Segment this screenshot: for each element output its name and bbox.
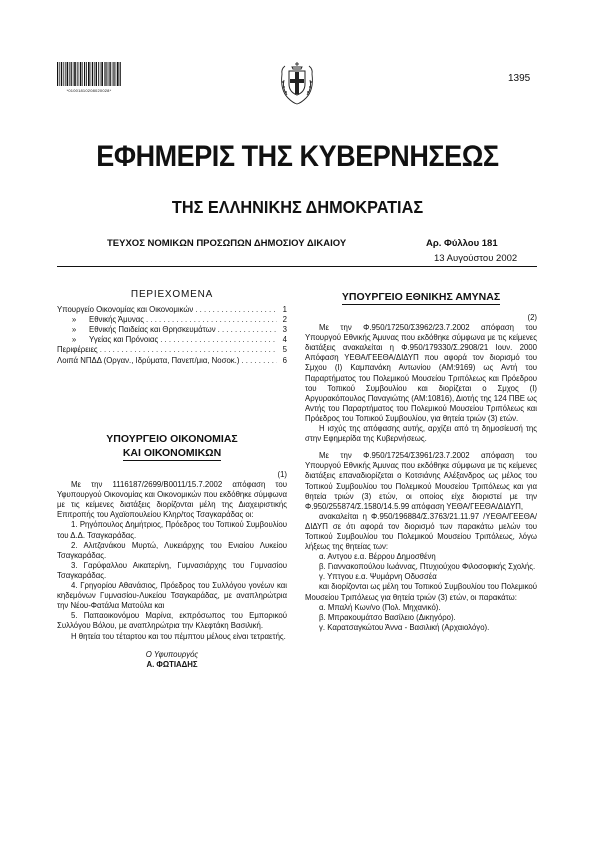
list-item: β. Γιαννακοπούλου Ιωάννας, Πτυχιούχου Φιλοσοφικής Σχολής.	[319, 562, 536, 572]
signoff-name: Α. ΦΩΤΙΑΔΗΣ	[146, 659, 198, 669]
decision-paragraph: Η ισχύς της απόφασης αυτής, αρχίζει από τη δημοσίευσή της στην Εφημερίδα της Κυβερνήσεως.	[305, 424, 537, 444]
section-title: ΥΠΟΥΡΓΕΙΟ ΕΘΝΙΚΗΣ ΑΜΥΝΑΣ	[341, 291, 501, 303]
toc-item[interactable]: » Υγείας και Πρόνοιας . . . 4	[57, 335, 287, 345]
toc-item[interactable]	[57, 356, 287, 366]
toc-item-page: 5	[282, 345, 287, 355]
list-item: γ. Καρατσαγκώτου Άννα - Βασιλική (Αρχαιολόγο).	[319, 622, 490, 632]
toc-item-page: 6	[282, 355, 287, 365]
decision-number: (1)	[277, 470, 287, 479]
toc-title: ΠΕΡΙΕΧΟΜΕΝΑ	[130, 289, 214, 300]
greek-coat-of-arms-icon	[278, 60, 316, 106]
decision-paragraph: Με την Φ.950/17254/Σ3961/23.7.2002 απόφαση του Υπουργού Εθνικής Άμυνας που εκδόθηκε σύμφωνα με τις κείμενες διατάξεις επαναδιορίζεται ο Κοτσιάνης Αλέξανδρος ως μέλος του Τοπικού Συμβουλίου του Πολεμικού Μουσείου Τριπόλεως και για θητεία τριών (3) ετών, οι οποίος είχε διοριστεί με την Φ.950/255874/Σ.1580/14.5.99 απόφαση ΥΕΘΑ/ΓΕΕΘΑ/ΔΙΔΥΠ,	[305, 451, 537, 511]
masthead: ΕΦΗΜΕΡΙΣ ΤΗΣ ΚΥΒΕΡΝΗΣΕΩΣ	[96, 140, 499, 173]
toc-item-page: 4	[282, 335, 287, 345]
toc-item[interactable]: » Εθνικής Άμυνας . . . 2	[57, 315, 287, 325]
toc-item-page: 2	[282, 315, 287, 325]
decision-paragraph: Με την Φ.950/17250/Σ3962/23.7.2002 απόφαση του Υπουργού Εθνικής Άμυνας που εκδόθηκε σύμφωνα με τις κείμενες διατάξεις ανακαλείται η Φ.950/179330/Σ.2908/21 Ιουν. 2000 Απόφαση ΥΕΘΑ/ΓΕΕΘΑ/ΔΙΔΥΠ που αφορά τον διορισμό του Σμχου (Ι) Καμπανάκη Αντωνίου (ΑΜ:9169) ως Αντή του Παραρτήματος του Πολεμικού Μουσείου Τριπόλεως και Πρόεδρου του Τοπικού Συμβουλίου και διορίζεται ο Σμχος (Ι) Αργυρακόπουλος Παναγιώτης (ΑΜ:10816), Διοτής της 124 ΠΒΕ ως Αντής του Παραρτήματος του Πολεμικού Μουσείου Τριπόλεως και Πρόεδρος του Τοπικού Συμβουλίου, για θητεία τριών (3) ετών.	[305, 323, 537, 423]
decision-intro: Με την 1116187/2699/Β0011/15.7.2002 απόφαση του Υφυπουργού Οικονομίας και Οικονομικών που εκδόθηκε σύμφωνα με τις κείμενες διατάξεις διορίζονται μέλη της Διαχειριστικής Επιτροπής του Αχαϊοπουλείου Κληρ/τος Τσαγκαράδας οι:	[57, 480, 287, 520]
member-item: 5. Παπαοικονόμου Μαρίνα, εκπρόσωπος του Εμπορικού Συλλόγου Βόλου, με αναπληρώτρια την Κλεφτάκη Βασιλική.	[57, 611, 287, 631]
toc-item-page: 1	[282, 305, 287, 315]
toc-item-label: Λοιπά ΝΠΔΔ (Οργαν., Ιδρύματα, Πανεπ/μια, Νοσοκ.)	[57, 355, 240, 365]
toc-item[interactable]: » Εθνικής Παιδείας και Θρησκευμάτων . . . 3	[57, 325, 287, 335]
toc-item[interactable]	[57, 345, 287, 355]
toc-item-page: 3	[282, 325, 287, 335]
toc-item[interactable]	[57, 305, 287, 315]
barcode-digits: *01001810208020028*	[66, 88, 112, 93]
list-item: α. Μπαλή Κων/νο (Πολ. Μηχανικό).	[319, 602, 441, 612]
barcode	[57, 62, 121, 86]
decision-paragraph: ανακαλείται η Φ.950/196884/Σ.3763/21.11.97 /ΥΕΘΑ/ΓΕΕΘΑ/ΔΙΔΥΠ σε ότι αφορά τον διορισμό των παρακάτω μελών του Τοπικού Συμβουλίου του Πολεμικού Μουσείου Τριπόλεως, λόγω λήξεως της θητείας των:	[305, 511, 537, 552]
table-of-contents	[57, 290, 287, 366]
member-item: 1. Ρηγόπουλος Δημήτριος, Πρόεδρος του Τοπικού Συμβουλίου του Δ.Δ. Τσαγκαράδας.	[57, 520, 287, 540]
issue-line: ΤΕΥΧΟΣ ΝΟΜΙΚΩΝ ΠΡΟΣΩΠΩΝ ΔΗΜΟΣΙΟΥ ΔΙΚΑΙΟΥ	[107, 238, 347, 249]
page-number: 1395	[508, 73, 531, 84]
member-item: 3. Γαρύφαλλου Αικατερίνη, Γυμνασιάρχης του Γυμνασίου Τσαγκαράδας.	[57, 560, 287, 580]
toc-item-label: Υγείας και Πρόνοιας	[89, 335, 159, 345]
toc-item-label: Εθνικής Παιδείας και Θρησκευμάτων	[89, 325, 216, 335]
subhead: ΤΗΣ ΕΛΛΗΝΙΚΗΣ ΔΗΜΟΚΡΑΤΙΑΣ	[171, 197, 424, 217]
toc-item-label: Υπουργείο Οικονομίας και Οικονομικών	[57, 305, 194, 315]
ministry-finance-section	[57, 432, 287, 670]
sheet-number: Αρ. Φύλλου 181	[426, 238, 498, 249]
signoff-label: Ο Υφυπουργός	[145, 649, 199, 659]
member-item: 4. Γρηγορίου Αθανάσιος, Πρόεδρος του Συλλόγου γονέων και κηδεμόνων Γυμνασίου-Λυκείου Τσαγκαράδας, με αναπληρώτρια την Νέου-Φατάλια Ματούλα και	[57, 581, 287, 611]
toc-item-label: Εθνικής Άμυνας	[89, 315, 145, 325]
member-item: 2. Αλιτζανάκου Μυρτώ, Λυκειάρχης του Ενιαίου Λυκείου Τσαγκαράδας.	[57, 540, 287, 560]
section-title: ΥΠΟΥΡΓΕΙΟ ΟΙΚΟΝΟΜΙΑΣ ΚΑΙ ΟΙΚΟΝΟΜΙΚΩΝ	[106, 433, 238, 459]
list-item: β. Μπρακουμάτσο Βασίλειο (Δικηγόρο).	[319, 612, 456, 622]
ministry-defence-section	[305, 290, 537, 633]
header-rule	[57, 266, 537, 267]
issue-date: 13 Αυγούστου 2002	[434, 253, 518, 264]
term-note: Η θητεία του τέταρτου και του πέμπτου μέλους είναι τετραετής.	[71, 631, 286, 641]
list-item: α. Αντγου ε.α. Βέρρου Δημοσθένη	[319, 552, 436, 562]
decision-number: (2)	[527, 313, 537, 322]
toc-item-label: Περιφέρειες	[57, 345, 98, 355]
decision-paragraph: και διορίζονται ως μέλη του Τοπικού Συμβουλίου του Πολεμικού Μουσείου Τριπόλεως για θητεία τριών (3) ετών, οι παρακάτω:	[305, 582, 537, 602]
list-item: γ. Υπτγου ε.α. Ψυμάρνη Οδυσσέα	[319, 572, 437, 582]
